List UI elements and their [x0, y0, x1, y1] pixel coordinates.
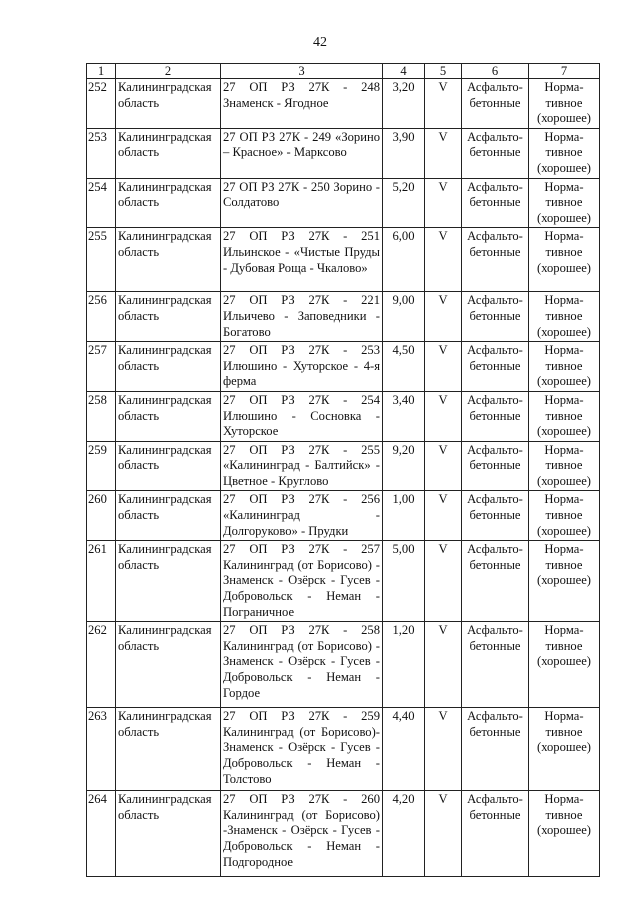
- table-row: [87, 708, 600, 791]
- table-row: [87, 178, 600, 228]
- length-cell: 6,00: [383, 228, 425, 292]
- region-cell: Калининградская область: [116, 292, 221, 342]
- table-row: [87, 342, 600, 392]
- surface-cell: Асфальто-бетонные: [462, 541, 529, 622]
- table-row: [87, 128, 600, 178]
- region-cell: Калининградская область: [116, 491, 221, 541]
- header-cell: 1: [87, 64, 116, 79]
- state-cell: Норма-тивное (хорошее): [529, 541, 600, 622]
- header-cell: 4: [383, 64, 425, 79]
- route-cell: 27 ОП РЗ 27К - 255 «Калининград - Балтийск» - Цветное - Круглово: [221, 441, 383, 491]
- length-cell: 3,40: [383, 391, 425, 441]
- route-cell: 27 ОП РЗ 27К - 251 Ильинское - «Чистые Пруды - Дубовая Роща - Чкалово»: [221, 228, 383, 292]
- category-cell: V: [425, 791, 462, 877]
- category-cell: V: [425, 541, 462, 622]
- surface-cell: Асфальто-бетонные: [462, 79, 529, 129]
- table-row: [87, 228, 600, 292]
- region-cell: Калининградская область: [116, 228, 221, 292]
- region-cell: Калининградская область: [116, 79, 221, 129]
- length-cell: 1,00: [383, 491, 425, 541]
- region-cell: Калининградская область: [116, 342, 221, 392]
- state-cell: Норма-тивное (хорошее): [529, 342, 600, 392]
- row-number: 264: [87, 791, 116, 877]
- length-cell: 9,00: [383, 292, 425, 342]
- category-cell: V: [425, 128, 462, 178]
- header-cell: 7: [529, 64, 600, 79]
- table-row: [87, 791, 600, 877]
- roads-table: [86, 63, 600, 877]
- surface-cell: Асфальто-бетонные: [462, 441, 529, 491]
- state-cell: Норма-тивное (хорошее): [529, 622, 600, 708]
- state-cell: Норма-тивное (хорошее): [529, 791, 600, 877]
- region-cell: Калининградская область: [116, 128, 221, 178]
- row-number: 252: [87, 79, 116, 129]
- state-cell: Норма-тивное (хорошее): [529, 79, 600, 129]
- route-cell: 27 ОП РЗ 27К - 253 Илюшино - Хуторское - 4-я ферма: [221, 342, 383, 392]
- header-cell: 5: [425, 64, 462, 79]
- category-cell: V: [425, 79, 462, 129]
- row-number: 260: [87, 491, 116, 541]
- row-number: 258: [87, 391, 116, 441]
- state-cell: Норма-тивное (хорошее): [529, 708, 600, 791]
- surface-cell: Асфальто-бетонные: [462, 391, 529, 441]
- category-cell: V: [425, 342, 462, 392]
- region-cell: Калининградская область: [116, 178, 221, 228]
- surface-cell: Асфальто-бетонные: [462, 708, 529, 791]
- header-cell: 3: [221, 64, 383, 79]
- surface-cell: Асфальто-бетонные: [462, 791, 529, 877]
- row-number: 255: [87, 228, 116, 292]
- length-cell: 5,00: [383, 541, 425, 622]
- region-cell: Калининградская область: [116, 541, 221, 622]
- surface-cell: Асфальто-бетонные: [462, 128, 529, 178]
- surface-cell: Асфальто-бетонные: [462, 622, 529, 708]
- route-cell: 27 ОП РЗ 27К - 257 Калининград (от Борисово) - Знаменск - Озёрск - Гусев - Добровольск - Неман - Пограничное: [221, 541, 383, 622]
- route-cell: 27 ОП РЗ 27К - 259 Калининград (от Борисово)- Знаменск - Озёрск - Гусев - Добровольск - Неман - Толстово: [221, 708, 383, 791]
- row-number: 259: [87, 441, 116, 491]
- surface-cell: Асфальто-бетонные: [462, 178, 529, 228]
- row-number: 253: [87, 128, 116, 178]
- length-cell: 4,20: [383, 791, 425, 877]
- row-number: 262: [87, 622, 116, 708]
- row-number: 263: [87, 708, 116, 791]
- region-cell: Калининградская область: [116, 622, 221, 708]
- header-row: [87, 64, 600, 79]
- surface-cell: Асфальто-бетонные: [462, 292, 529, 342]
- state-cell: Норма-тивное (хорошее): [529, 391, 600, 441]
- route-cell: 27 ОП РЗ 27К - 249 «Зорино – Красное» - Марксово: [221, 128, 383, 178]
- table-row: [87, 491, 600, 541]
- header-cell: 6: [462, 64, 529, 79]
- category-cell: V: [425, 178, 462, 228]
- length-cell: 4,50: [383, 342, 425, 392]
- length-cell: 3,90: [383, 128, 425, 178]
- route-cell: 27 ОП РЗ 27К - 254 Илюшино - Сосновка - Хуторское: [221, 391, 383, 441]
- surface-cell: Асфальто-бетонные: [462, 342, 529, 392]
- length-cell: 5,20: [383, 178, 425, 228]
- category-cell: V: [425, 708, 462, 791]
- table-row: [87, 79, 600, 129]
- surface-cell: Асфальто-бетонные: [462, 491, 529, 541]
- table-row: [87, 292, 600, 342]
- row-number: 257: [87, 342, 116, 392]
- region-cell: Калининградская область: [116, 791, 221, 877]
- region-cell: Калининградская область: [116, 391, 221, 441]
- state-cell: Норма-тивное (хорошее): [529, 128, 600, 178]
- category-cell: V: [425, 391, 462, 441]
- category-cell: V: [425, 622, 462, 708]
- table-row: [87, 622, 600, 708]
- page-number: 42: [313, 35, 327, 50]
- length-cell: 4,40: [383, 708, 425, 791]
- table-row: [87, 541, 600, 622]
- route-cell: 27 ОП РЗ 27К - 258 Калининград (от Борисово) - Знаменск - Озёрск - Гусев - Добровольск - Неман - Гордое: [221, 622, 383, 708]
- length-cell: 3,20: [383, 79, 425, 129]
- state-cell: Норма-тивное (хорошее): [529, 491, 600, 541]
- category-cell: V: [425, 228, 462, 292]
- state-cell: Норма-тивное (хорошее): [529, 178, 600, 228]
- header-cell: 2: [116, 64, 221, 79]
- table-row: [87, 441, 600, 491]
- route-cell: 27 ОП РЗ 27К - 248 Знаменск - Ягодное: [221, 79, 383, 129]
- length-cell: 9,20: [383, 441, 425, 491]
- state-cell: Норма-тивное (хорошее): [529, 292, 600, 342]
- state-cell: Норма-тивное (хорошее): [529, 441, 600, 491]
- state-cell: Норма-тивное (хорошее): [529, 228, 600, 292]
- category-cell: V: [425, 292, 462, 342]
- length-cell: 1,20: [383, 622, 425, 708]
- region-cell: Калининградская область: [116, 441, 221, 491]
- route-cell: 27 ОП РЗ 27К - 260 Калининград (от Борисово) -Знаменск - Озёрск - Гусев - Добровольск - Неман - Подгородное: [221, 791, 383, 877]
- region-cell: Калининградская область: [116, 708, 221, 791]
- row-number: 254: [87, 178, 116, 228]
- route-cell: 27 ОП РЗ 27К - 256 «Калининград - Долгоруково» - Прудки: [221, 491, 383, 541]
- surface-cell: Асфальто-бетонные: [462, 228, 529, 292]
- table-row: [87, 391, 600, 441]
- category-cell: V: [425, 491, 462, 541]
- route-cell: 27 ОП РЗ 27К - 250 Зорино - Солдатово: [221, 178, 383, 228]
- route-cell: 27 ОП РЗ 27К - 221 Ильичево - Заповедники - Богатово: [221, 292, 383, 342]
- category-cell: V: [425, 441, 462, 491]
- row-number: 256: [87, 292, 116, 342]
- row-number: 261: [87, 541, 116, 622]
